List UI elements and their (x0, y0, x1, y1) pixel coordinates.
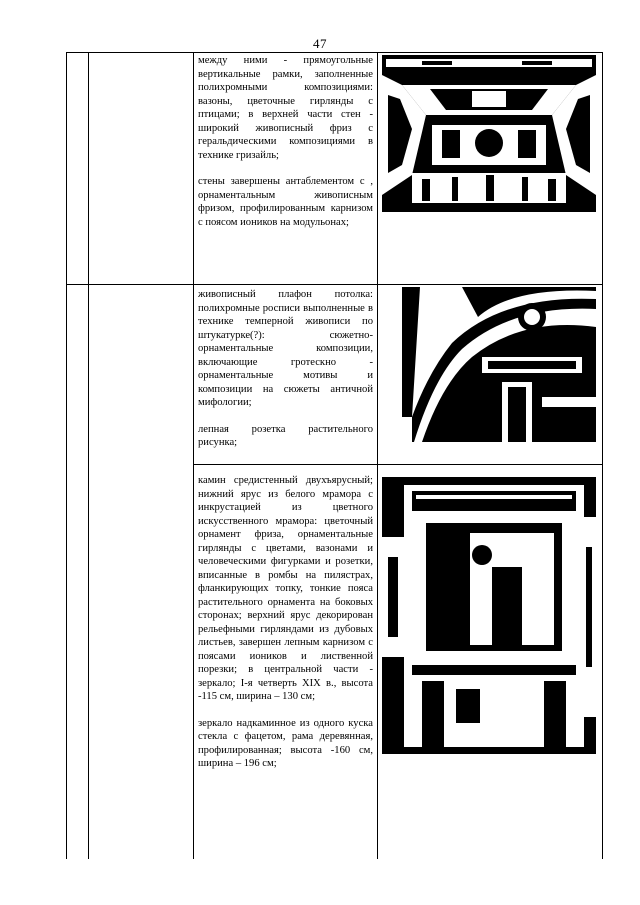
fireplace-mirror-photo (382, 477, 596, 754)
row2-paragraph: камин средистенный двухъярусный; нижний ярус из белого мрамора с инкрустацией из цветного искусственного мрамора: цветочный орнамент фриза, орнаментальные гирлянды с цветами, вазонами и человеческими фигурками и розетки, вписанные в ромбы на пилястрах, фланкирующих топку, тонкие пояса растительного орнамента на боковых сторонах; верхний ярус декорирован рельефными гирляндами из дубовых листьев, завершен лепным карнизом с поясами иоников и лиственной порезки; в центральной части - зеркало; I-я четверть XIX в., высота -115 см, ширина – 130 см; (198, 475, 373, 702)
page-number: 47 (313, 36, 327, 51)
row1-paragraph: между ними - прямоугольные вертикальные рамки, заполненные полихромными композициями: вазоны, цветочные гирлянды с птицами; в верхней части стен - широкий живописный фриз с геральдическими композициями в технике гризайль; (198, 55, 373, 161)
table-border-right (602, 52, 603, 859)
painted-ceiling-photo (382, 55, 596, 212)
row2-paragraph: живописный плафон потолка: полихромные росписи выполненные в технике темперной живописи по штукатурке(?): сюжетно-орнаментальные композиции, включающие гротескно - орнаментальные мотивы и композиции на сюжеты античной мифологии; (198, 289, 373, 408)
table-border-top (66, 52, 603, 53)
ceiling-cornice-photo (382, 287, 596, 442)
row2-paragraph: лепная розетка растительного рисунка; (198, 423, 373, 448)
table-row-divider-sub (193, 464, 603, 465)
row2-paragraph: зеркало надкаминное из одного куска стекла с фацетом, рама деревянная, профилированная; высота -160 см, ширина – 196 см; (198, 717, 373, 769)
row2-description (198, 288, 373, 450)
row1-paragraph: стены завершены антаблементом с , орнаментальным живописным фризом, профилированным карнизом с поясом иоников на модульонах; (198, 176, 373, 228)
row1-description (198, 54, 373, 229)
table-col-divider-3 (377, 52, 378, 859)
table-row-divider (66, 284, 603, 285)
row2-description-fireplace (198, 474, 373, 771)
table-col-divider-2 (193, 52, 194, 859)
table-border-left (66, 52, 67, 859)
table-col-divider-1 (88, 52, 89, 859)
